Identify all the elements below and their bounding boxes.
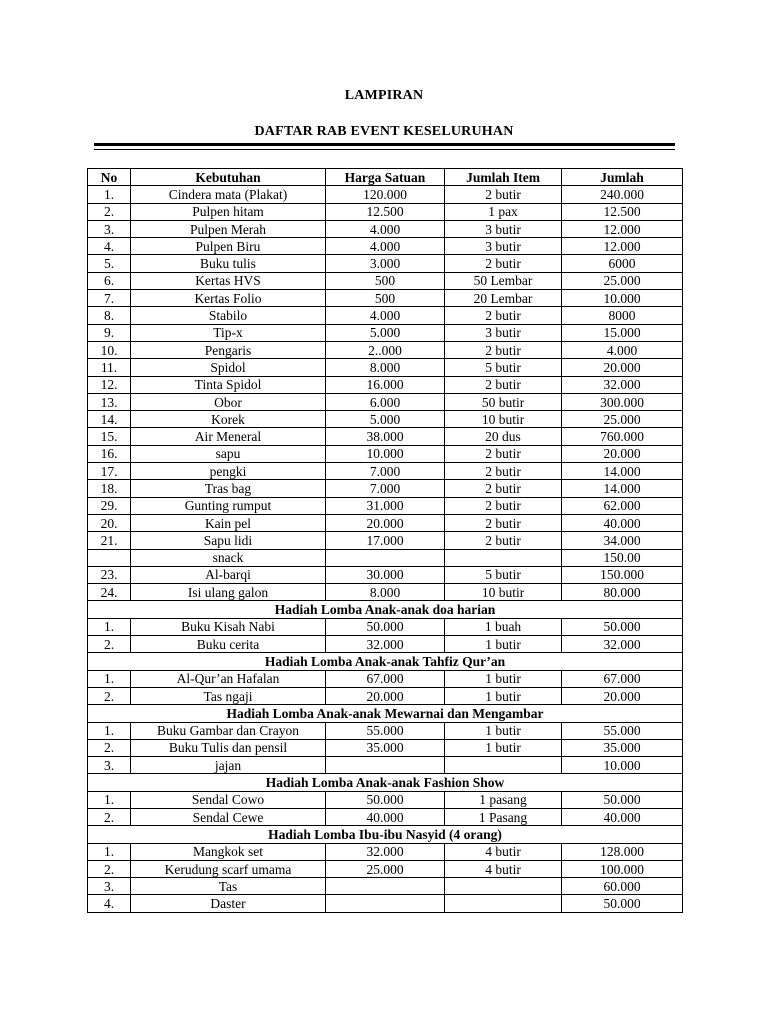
- table-row: [88, 566, 683, 583]
- table-row: [88, 878, 683, 895]
- cell-jumlah-item: 4 butir: [445, 860, 562, 877]
- cell-kebutuhan: Stabilo: [131, 307, 326, 324]
- cell-jumlah: 40.000: [562, 808, 683, 825]
- cell-jumlah: 25.000: [562, 272, 683, 289]
- cell-kebutuhan: Tras bag: [131, 480, 326, 497]
- cell-kebutuhan: Sendal Cowo: [131, 791, 326, 808]
- cell-no: 20.: [88, 514, 131, 531]
- cell-kebutuhan: Sapu lidi: [131, 532, 326, 549]
- table-row: [88, 272, 683, 289]
- cell-jumlah: 32.000: [562, 636, 683, 653]
- table-row: [88, 757, 683, 774]
- cell-kebutuhan: Kerudung scarf umama: [131, 860, 326, 877]
- cell-no: 2.: [88, 636, 131, 653]
- cell-jumlah: 14.000: [562, 480, 683, 497]
- cell-jumlah: 128.000: [562, 843, 683, 860]
- cell-harga-satuan: 25.000: [326, 860, 445, 877]
- cell-harga-satuan: 8.000: [326, 584, 445, 601]
- cell-no: 7.: [88, 290, 131, 307]
- cell-jumlah: 50.000: [562, 618, 683, 635]
- cell-harga-satuan: 7.000: [326, 463, 445, 480]
- table-row: [88, 463, 683, 480]
- table-row: [88, 238, 683, 255]
- cell-jumlah-item: 50 Lembar: [445, 272, 562, 289]
- cell-jumlah: 35.000: [562, 739, 683, 756]
- cell-jumlah: 12.000: [562, 238, 683, 255]
- cell-no: 23.: [88, 566, 131, 583]
- cell-no: 1.: [88, 186, 131, 203]
- cell-jumlah: 55.000: [562, 722, 683, 739]
- cell-no: 2.: [88, 808, 131, 825]
- cell-no: 8.: [88, 307, 131, 324]
- cell-kebutuhan: jajan: [131, 757, 326, 774]
- table-row: [88, 843, 683, 860]
- cell-kebutuhan: Gunting rumput: [131, 497, 326, 514]
- cell-jumlah: 50.000: [562, 791, 683, 808]
- cell-harga-satuan: 500: [326, 290, 445, 307]
- cell-jumlah: 10.000: [562, 290, 683, 307]
- cell-harga-satuan: 50.000: [326, 791, 445, 808]
- cell-jumlah-item: 20 Lembar: [445, 290, 562, 307]
- cell-kebutuhan: pengki: [131, 463, 326, 480]
- cell-jumlah-item: 10 butir: [445, 584, 562, 601]
- table-row: [88, 290, 683, 307]
- cell-harga-satuan: 32.000: [326, 636, 445, 653]
- cell-jumlah: 32.000: [562, 376, 683, 393]
- cell-harga-satuan: 12.500: [326, 203, 445, 220]
- section-row: [88, 826, 683, 843]
- table-row: [88, 428, 683, 445]
- cell-jumlah-item: 2 butir: [445, 307, 562, 324]
- table-row: [88, 584, 683, 601]
- cell-jumlah-item: 2 butir: [445, 255, 562, 272]
- cell-no: 2.: [88, 860, 131, 877]
- cell-jumlah: 60.000: [562, 878, 683, 895]
- cell-kebutuhan: Al-Qur’an Hafalan: [131, 670, 326, 687]
- cell-kebutuhan: Mangkok set: [131, 843, 326, 860]
- cell-no: 10.: [88, 341, 131, 358]
- cell-harga-satuan: [326, 757, 445, 774]
- table-row: [88, 895, 683, 912]
- cell-no: 24.: [88, 584, 131, 601]
- title-rule-thin: [94, 149, 675, 150]
- cell-no: 6.: [88, 272, 131, 289]
- cell-harga-satuan: 55.000: [326, 722, 445, 739]
- cell-jumlah-item: [445, 549, 562, 566]
- cell-jumlah: 67.000: [562, 670, 683, 687]
- cell-kebutuhan: Buku Tulis dan pensil: [131, 739, 326, 756]
- rab-table: [87, 168, 683, 913]
- table-row: [88, 739, 683, 756]
- cell-kebutuhan: Buku Kisah Nabi: [131, 618, 326, 635]
- table-header-row: [88, 169, 683, 186]
- cell-jumlah: 150.000: [562, 566, 683, 583]
- cell-jumlah-item: 2 butir: [445, 376, 562, 393]
- cell-jumlah-item: 3 butir: [445, 238, 562, 255]
- table-row: [88, 722, 683, 739]
- cell-kebutuhan: Pulpen Biru: [131, 238, 326, 255]
- cell-harga-satuan: 120.000: [326, 186, 445, 203]
- table-row: [88, 808, 683, 825]
- cell-kebutuhan: Tas: [131, 878, 326, 895]
- cell-kebutuhan: Kertas HVS: [131, 272, 326, 289]
- cell-harga-satuan: 6.000: [326, 393, 445, 410]
- cell-kebutuhan: Kertas Folio: [131, 290, 326, 307]
- table-row: [88, 687, 683, 704]
- cell-kebutuhan: snack: [131, 549, 326, 566]
- cell-kebutuhan: Cindera mata (Plakat): [131, 186, 326, 203]
- cell-jumlah-item: 2 butir: [445, 532, 562, 549]
- cell-jumlah: 20.000: [562, 359, 683, 376]
- cell-jumlah: 12.000: [562, 220, 683, 237]
- cell-kebutuhan: Air Meneral: [131, 428, 326, 445]
- cell-kebutuhan: Pulpen hitam: [131, 203, 326, 220]
- table-row: [88, 255, 683, 272]
- cell-kebutuhan: Buku cerita: [131, 636, 326, 653]
- cell-jumlah: 760.000: [562, 428, 683, 445]
- section-heading: Hadiah Lomba Anak-anak Fashion Show: [88, 774, 683, 791]
- cell-no: 2.: [88, 739, 131, 756]
- cell-no: 1.: [88, 843, 131, 860]
- cell-jumlah: 34.000: [562, 532, 683, 549]
- cell-harga-satuan: [326, 549, 445, 566]
- header-harga-satuan: Harga Satuan: [326, 169, 445, 186]
- table-body: [88, 186, 683, 912]
- cell-jumlah: 20.000: [562, 687, 683, 704]
- cell-jumlah-item: 1 pasang: [445, 791, 562, 808]
- cell-jumlah: 8000: [562, 307, 683, 324]
- cell-jumlah-item: [445, 895, 562, 912]
- cell-jumlah: 100.000: [562, 860, 683, 877]
- table-row: [88, 618, 683, 635]
- table-row: [88, 411, 683, 428]
- cell-harga-satuan: 67.000: [326, 670, 445, 687]
- cell-harga-satuan: 20.000: [326, 687, 445, 704]
- cell-jumlah-item: 1 butir: [445, 687, 562, 704]
- cell-no: 3.: [88, 757, 131, 774]
- cell-harga-satuan: 8.000: [326, 359, 445, 376]
- cell-no: 12.: [88, 376, 131, 393]
- cell-harga-satuan: 38.000: [326, 428, 445, 445]
- table-row: [88, 341, 683, 358]
- cell-jumlah: 50.000: [562, 895, 683, 912]
- table-row: [88, 860, 683, 877]
- section-heading: Hadiah Lomba Anak-anak Tahfiz Qur’an: [88, 653, 683, 670]
- header-kebutuhan: Kebutuhan: [131, 169, 326, 186]
- cell-no: 1.: [88, 618, 131, 635]
- cell-no: 3.: [88, 878, 131, 895]
- cell-no: 16.: [88, 445, 131, 462]
- table-row: [88, 791, 683, 808]
- cell-jumlah: 300.000: [562, 393, 683, 410]
- cell-kebutuhan: Isi ulang galon: [131, 584, 326, 601]
- cell-harga-satuan: 17.000: [326, 532, 445, 549]
- cell-no: 1.: [88, 722, 131, 739]
- cell-jumlah-item: 1 butir: [445, 722, 562, 739]
- section-heading: Hadiah Lomba Anak-anak doa harian: [88, 601, 683, 618]
- section-row: [88, 774, 683, 791]
- table-row: [88, 549, 683, 566]
- cell-jumlah-item: 2 butir: [445, 186, 562, 203]
- cell-no: 21.: [88, 532, 131, 549]
- cell-jumlah-item: 2 butir: [445, 445, 562, 462]
- header-no: No: [88, 169, 131, 186]
- cell-harga-satuan: 4.000: [326, 220, 445, 237]
- cell-jumlah: 80.000: [562, 584, 683, 601]
- table-row: [88, 497, 683, 514]
- cell-harga-satuan: [326, 895, 445, 912]
- cell-harga-satuan: 4.000: [326, 238, 445, 255]
- cell-no: 17.: [88, 463, 131, 480]
- section-heading: Hadiah Lomba Ibu-ibu Nasyid (4 orang): [88, 826, 683, 843]
- cell-no: [88, 549, 131, 566]
- cell-kebutuhan: Tinta Spidol: [131, 376, 326, 393]
- cell-no: 14.: [88, 411, 131, 428]
- cell-no: 1.: [88, 670, 131, 687]
- cell-jumlah-item: 2 butir: [445, 497, 562, 514]
- cell-kebutuhan: Daster: [131, 895, 326, 912]
- table-row: [88, 186, 683, 203]
- table-row: [88, 480, 683, 497]
- cell-kebutuhan: Buku Gambar dan Crayon: [131, 722, 326, 739]
- table-row: [88, 532, 683, 549]
- table-row: [88, 220, 683, 237]
- cell-jumlah-item: [445, 757, 562, 774]
- cell-jumlah: 12.500: [562, 203, 683, 220]
- cell-harga-satuan: 3.000: [326, 255, 445, 272]
- document-subtitle: DAFTAR RAB EVENT KESELURUHAN: [254, 124, 514, 139]
- cell-jumlah-item: 1 butir: [445, 670, 562, 687]
- cell-jumlah: 40.000: [562, 514, 683, 531]
- cell-no: 1.: [88, 791, 131, 808]
- cell-kebutuhan: sapu: [131, 445, 326, 462]
- cell-kebutuhan: Kain pel: [131, 514, 326, 531]
- cell-no: 29.: [88, 497, 131, 514]
- cell-no: 9.: [88, 324, 131, 341]
- cell-jumlah-item: 1 buah: [445, 618, 562, 635]
- cell-kebutuhan: Buku tulis: [131, 255, 326, 272]
- cell-harga-satuan: 16.000: [326, 376, 445, 393]
- cell-jumlah-item: 2 butir: [445, 514, 562, 531]
- table-row: [88, 670, 683, 687]
- table-row: [88, 324, 683, 341]
- cell-harga-satuan: 30.000: [326, 566, 445, 583]
- cell-harga-satuan: 500: [326, 272, 445, 289]
- cell-kebutuhan: Pulpen Merah: [131, 220, 326, 237]
- cell-no: 4.: [88, 238, 131, 255]
- cell-jumlah: 15.000: [562, 324, 683, 341]
- cell-jumlah-item: 5 butir: [445, 566, 562, 583]
- cell-harga-satuan: 5.000: [326, 411, 445, 428]
- cell-no: 3.: [88, 220, 131, 237]
- cell-jumlah-item: 1 Pasang: [445, 808, 562, 825]
- cell-kebutuhan: Sendal Cewe: [131, 808, 326, 825]
- cell-kebutuhan: Tip-x: [131, 324, 326, 341]
- cell-jumlah-item: 20 dus: [445, 428, 562, 445]
- table-row: [88, 514, 683, 531]
- cell-kebutuhan: Spidol: [131, 359, 326, 376]
- cell-harga-satuan: [326, 878, 445, 895]
- cell-harga-satuan: 35.000: [326, 739, 445, 756]
- table-row: [88, 393, 683, 410]
- cell-jumlah-item: 1 butir: [445, 636, 562, 653]
- section-row: [88, 705, 683, 722]
- cell-jumlah: 240.000: [562, 186, 683, 203]
- cell-kebutuhan: Korek: [131, 411, 326, 428]
- cell-jumlah: 150.00: [562, 549, 683, 566]
- table-row: [88, 203, 683, 220]
- header-jumlah: Jumlah: [562, 169, 683, 186]
- cell-jumlah: 10.000: [562, 757, 683, 774]
- section-heading: Hadiah Lomba Anak-anak Mewarnai dan Mengambar: [88, 705, 683, 722]
- cell-harga-satuan: 40.000: [326, 808, 445, 825]
- document-title: LAMPIRAN: [344, 88, 424, 103]
- table-row: [88, 445, 683, 462]
- cell-harga-satuan: 7.000: [326, 480, 445, 497]
- cell-kebutuhan: Obor: [131, 393, 326, 410]
- cell-harga-satuan: 50.000: [326, 618, 445, 635]
- cell-jumlah-item: 1 butir: [445, 739, 562, 756]
- table-row: [88, 636, 683, 653]
- cell-no: 15.: [88, 428, 131, 445]
- cell-jumlah: 6000: [562, 255, 683, 272]
- header-jumlah-item: Jumlah Item: [445, 169, 562, 186]
- cell-jumlah-item: 3 butir: [445, 324, 562, 341]
- cell-harga-satuan: 2..000: [326, 341, 445, 358]
- table-row: [88, 359, 683, 376]
- cell-kebutuhan: Al-barqi: [131, 566, 326, 583]
- cell-jumlah-item: 50 butir: [445, 393, 562, 410]
- cell-harga-satuan: 31.000: [326, 497, 445, 514]
- cell-jumlah-item: 1 pax: [445, 203, 562, 220]
- cell-no: 2.: [88, 203, 131, 220]
- cell-jumlah-item: 2 butir: [445, 463, 562, 480]
- cell-jumlah-item: 2 butir: [445, 480, 562, 497]
- cell-kebutuhan: Pengaris: [131, 341, 326, 358]
- cell-harga-satuan: 32.000: [326, 843, 445, 860]
- cell-no: 4.: [88, 895, 131, 912]
- title-rule-thick: [94, 143, 675, 146]
- cell-harga-satuan: 10.000: [326, 445, 445, 462]
- cell-harga-satuan: 5.000: [326, 324, 445, 341]
- cell-harga-satuan: 20.000: [326, 514, 445, 531]
- cell-no: 18.: [88, 480, 131, 497]
- cell-jumlah-item: 5 butir: [445, 359, 562, 376]
- cell-jumlah: 62.000: [562, 497, 683, 514]
- cell-kebutuhan: Tas ngaji: [131, 687, 326, 704]
- cell-jumlah-item: 10 butir: [445, 411, 562, 428]
- cell-jumlah-item: 2 butir: [445, 341, 562, 358]
- cell-no: 13.: [88, 393, 131, 410]
- section-row: [88, 601, 683, 618]
- cell-no: 2.: [88, 687, 131, 704]
- cell-jumlah: 20.000: [562, 445, 683, 462]
- cell-jumlah: 14.000: [562, 463, 683, 480]
- section-row: [88, 653, 683, 670]
- cell-jumlah-item: [445, 878, 562, 895]
- table-row: [88, 376, 683, 393]
- cell-jumlah-item: 4 butir: [445, 843, 562, 860]
- cell-no: 5.: [88, 255, 131, 272]
- table-row: [88, 307, 683, 324]
- cell-jumlah: 25.000: [562, 411, 683, 428]
- cell-harga-satuan: 4.000: [326, 307, 445, 324]
- cell-jumlah: 4.000: [562, 341, 683, 358]
- cell-no: 11.: [88, 359, 131, 376]
- cell-jumlah-item: 3 butir: [445, 220, 562, 237]
